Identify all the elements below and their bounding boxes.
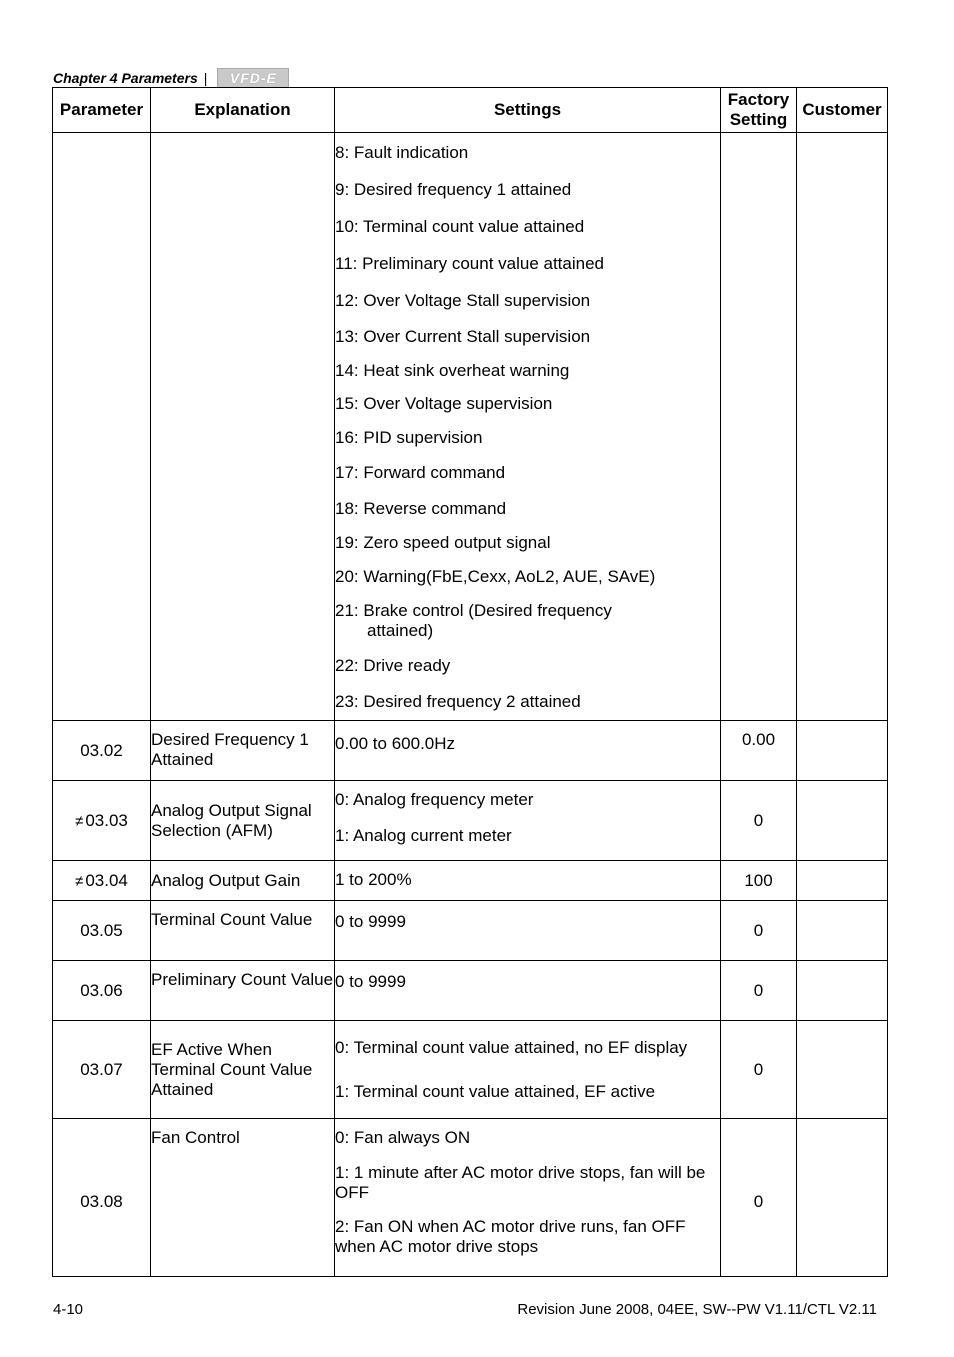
cell-parameter <box>53 861 151 901</box>
cell-factory-setting: 0 <box>721 961 797 1021</box>
setting-option-text: 0: Analog frequency meter <box>335 790 534 809</box>
revision-info: Revision June 2008, 04EE, SW--PW V1.11/CTL V2.11 <box>517 1301 877 1318</box>
setting-option <box>335 593 720 648</box>
setting-option-text: 12: Over Voltage Stall supervision <box>335 290 591 310</box>
cell-customer <box>797 961 888 1021</box>
cell-factory-setting: 0.00 <box>721 721 797 781</box>
table-row <box>53 1119 888 1277</box>
setting-option-text: 23: Desired frequency 2 attained <box>335 691 581 711</box>
setting-option-text: 11: Preliminary count value attained <box>335 253 605 273</box>
setting-option <box>335 862 720 898</box>
setting-option-text: 1 to 200% <box>335 870 412 889</box>
cell-parameter <box>53 781 151 861</box>
parameter-code: 03.05 <box>80 920 123 940</box>
setting-option <box>335 782 720 818</box>
factory-header-line2: Setting <box>729 110 788 129</box>
setting-option <box>335 962 720 1002</box>
table-body <box>53 133 888 1277</box>
setting-option-text: 1: 1 minute after AC motor drive stops, fan will be OFF <box>335 1163 706 1202</box>
cell-explanation: Preliminary Count Value <box>151 961 335 1021</box>
vfd-e-logo: VFD-E <box>217 68 289 88</box>
editable-during-run-icon: ≠ <box>75 872 84 890</box>
parameter-code: 03.04 <box>85 870 128 890</box>
setting-option-text: 19: Zero speed output signal <box>335 533 551 552</box>
parameter-table <box>52 87 888 1277</box>
parameter-code: 03.06 <box>80 980 123 1000</box>
cell-customer <box>797 861 888 901</box>
setting-option <box>335 526 720 560</box>
cell-settings <box>335 1021 721 1119</box>
cell-explanation <box>151 133 335 721</box>
chapter-header <box>53 68 289 88</box>
setting-option <box>335 245 720 282</box>
setting-option-text: 18: Reverse command <box>335 498 507 518</box>
cell-settings <box>335 721 721 781</box>
setting-option-continuation: attained) <box>367 620 434 640</box>
setting-option-text: 2: Fan ON when AC motor drive runs, fan OFF when AC motor drive stops <box>335 1217 686 1256</box>
table-row <box>53 1021 888 1119</box>
cell-customer <box>797 1021 888 1119</box>
setting-option <box>335 1210 720 1264</box>
setting-option <box>335 560 720 593</box>
setting-option-text: 1: Analog current meter <box>335 826 512 845</box>
setting-option-text: 0.00 to 600.0Hz <box>335 734 456 753</box>
setting-option <box>335 282 720 319</box>
chapter-title: Chapter 4 Parameters <box>53 70 198 86</box>
setting-option-text: 9: Desired frequency 1 attained <box>335 179 572 199</box>
factory-header-line1: Factory <box>727 90 790 109</box>
setting-option <box>335 683 720 720</box>
setting-option-text: 0: Terminal count value attained, no EF display <box>335 1038 688 1057</box>
cell-settings <box>335 133 721 721</box>
cell-customer <box>797 1119 888 1277</box>
setting-option-text: 10: Terminal count value attained <box>335 216 585 236</box>
setting-option-text: 15: Over Voltage supervision <box>335 394 553 413</box>
column-header-settings: Settings <box>335 88 721 133</box>
setting-option-text: 14: Heat sink overheat warning <box>335 360 570 380</box>
parameter-code: 03.03 <box>85 810 128 830</box>
setting-option-text: 0: Fan always ON <box>335 1128 471 1147</box>
setting-option <box>335 648 720 683</box>
cell-settings <box>335 781 721 861</box>
setting-option <box>335 134 720 171</box>
setting-option-text: 20: Warning(FbE,Cexx, AoL2, AUE, SAvE) <box>335 566 656 586</box>
setting-option <box>335 354 720 387</box>
table-row <box>53 901 888 961</box>
setting-option <box>335 1074 720 1110</box>
setting-option-text: 16: PID supervision <box>335 428 483 447</box>
cell-factory-setting <box>721 133 797 721</box>
cell-factory-setting: 100 <box>721 861 797 901</box>
table-header-row <box>53 88 888 133</box>
cell-customer <box>797 133 888 721</box>
setting-option <box>335 171 720 208</box>
cell-factory-setting: 0 <box>721 781 797 861</box>
cell-customer <box>797 901 888 961</box>
cell-factory-setting: 0 <box>721 901 797 961</box>
setting-option <box>335 1120 720 1156</box>
cell-factory-setting: 0 <box>721 1021 797 1119</box>
cell-parameter <box>53 1119 151 1277</box>
setting-option-text: 17: Forward command <box>335 463 506 482</box>
table-row <box>53 961 888 1021</box>
setting-option <box>335 902 720 942</box>
column-header-explanation: Explanation <box>151 88 335 133</box>
cell-parameter <box>53 721 151 781</box>
table-row-continuation <box>53 133 888 721</box>
setting-option-text: 1: Terminal count value attained, EF active <box>335 1082 656 1101</box>
setting-option <box>335 421 720 455</box>
cell-customer <box>797 721 888 781</box>
setting-option <box>335 208 720 245</box>
cell-parameter <box>53 133 151 721</box>
setting-option <box>335 1156 720 1210</box>
cell-explanation: EF Active When Terminal Count Value Attained <box>151 1021 335 1119</box>
cell-explanation: Analog Output Gain <box>151 861 335 901</box>
table-row <box>53 721 888 781</box>
setting-option-text: 0 to 9999 <box>335 912 406 931</box>
column-header-parameter: Parameter <box>53 88 151 133</box>
column-header-factory-setting <box>721 88 797 133</box>
setting-option-text: 13: Over Current Stall supervision <box>335 326 591 346</box>
setting-option <box>335 818 720 854</box>
parameter-code: 03.07 <box>80 1059 123 1079</box>
header-separator: | <box>203 70 208 86</box>
setting-option <box>335 387 720 421</box>
setting-option <box>335 1022 720 1074</box>
cell-parameter <box>53 961 151 1021</box>
setting-option <box>335 319 720 354</box>
cell-explanation: Desired Frequency 1 Attained <box>151 721 335 781</box>
setting-option-text: 8: Fault indication <box>335 142 469 162</box>
table-row <box>53 861 888 901</box>
setting-option-text: 22: Drive ready <box>335 655 451 675</box>
cell-customer <box>797 781 888 861</box>
cell-factory-setting: 0 <box>721 1119 797 1277</box>
cell-explanation: Analog Output Signal Selection (AFM) <box>151 781 335 861</box>
cell-settings <box>335 1119 721 1277</box>
cell-settings <box>335 901 721 961</box>
cell-settings <box>335 961 721 1021</box>
column-header-customer: Customer <box>797 88 888 133</box>
setting-option <box>335 722 720 766</box>
table-row <box>53 781 888 861</box>
cell-explanation: Terminal Count Value <box>151 901 335 961</box>
setting-option-text: 21: Brake control (Desired frequency <box>335 600 612 620</box>
parameter-code: 03.08 <box>80 1192 123 1211</box>
setting-option <box>335 455 720 491</box>
cell-parameter <box>53 901 151 961</box>
page-number: 4-10 <box>53 1301 84 1318</box>
setting-option-text: 0 to 9999 <box>335 972 406 991</box>
cell-settings <box>335 861 721 901</box>
parameter-code: 03.02 <box>80 740 123 760</box>
cell-explanation: Fan Control <box>151 1119 335 1277</box>
editable-during-run-icon: ≠ <box>75 812 84 830</box>
cell-parameter <box>53 1021 151 1119</box>
setting-option <box>335 491 720 526</box>
